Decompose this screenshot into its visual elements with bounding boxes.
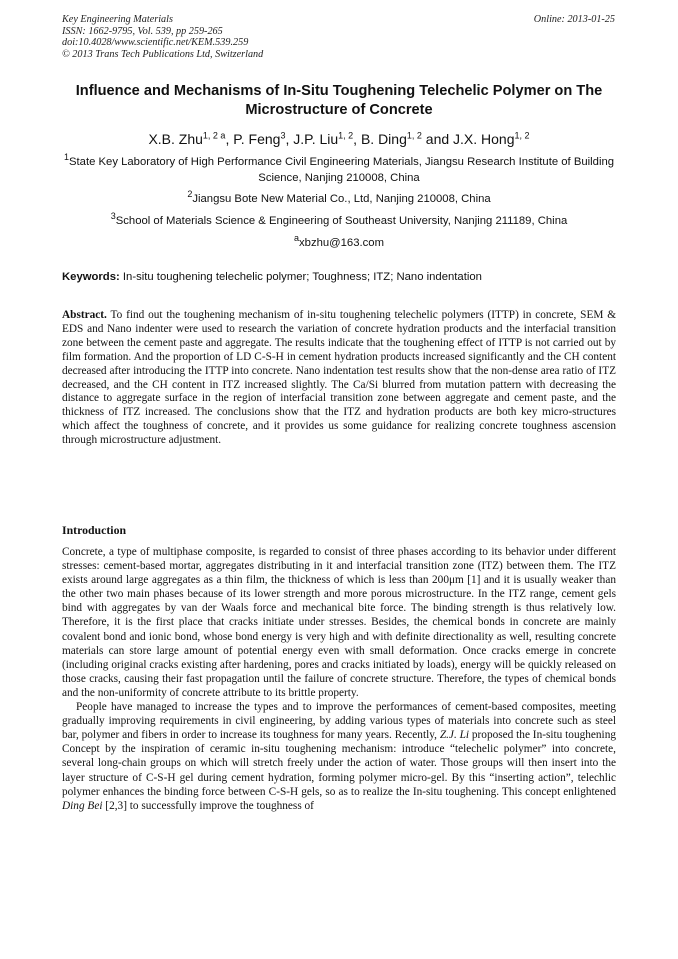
issn-line: ISSN: 1662-9795, Vol. 539, pp 259-265 <box>62 25 223 37</box>
author-name: X.B. Zhu <box>148 131 203 147</box>
introduction-body <box>62 545 616 813</box>
affiliation-1 <box>62 152 616 186</box>
author-affiliation-sup: 1, 2 <box>338 130 354 141</box>
affiliation-text: School of Materials Science & Engineering of Southeast University, Nanjing 211189, China <box>115 215 568 227</box>
section-heading-introduction: Introduction <box>62 523 127 537</box>
keywords <box>62 270 616 285</box>
abstract-text: To find out the toughening mechanism of in-situ toughening telechelic polymers (ITTP) in concrete, SEM & EDS and Nano indenter were used to research the variation of concrete hydration products and the interfacial transition zone between the cement paste and aggregate. The results indicate that the toughening effect of ITTP is not carried out by film formation. And the proportion of LD C-S-H in cement hydration products increased significantly and the CH content decreased after introducing the ITTP into concrete. Nano indentation test results show that the non-dense area ratio of ITZ decreased, and the CH content in ITZ increased slightly. The Ca/Si blurred from mutation pattern with decreasing the distance to aggregate surface in the region of interfacial transition zone between aggregate and cement paste, and the thickness of ITZ increased. The conclusions show that the ITZ and hydration products are both key micro-structures which affect the toughness of concrete, and it provides us some guidance for realizing concrete toughness ascension through microstructure adjustment. <box>62 309 617 447</box>
affiliation-text: Jiangsu Bote New Material Co., Ltd, Nanjing 210008, China <box>192 193 491 205</box>
email-text: xbzhu@163.com <box>299 237 384 249</box>
author-name: B. Ding <box>360 131 407 147</box>
paragraph-1: Concrete, a type of multiphase composite, is regarded to consist of three phases according to its behavior under different stresses: cement-based mortar, aggregates distributing in it and interfacial transition zone (ITZ) between them. The ITZ exists around large aggregates as a thin film, the thickness of which is less than 200μm [1] and it is usually weaker than the other two main phases because of its lower strength and more porous microstructure. In the ITZ range, cement gels bind with aggregates by van der Waals force and mechanical bite force. The binding strength is thus relatively low. Therefore, it is the first place that cracks initiate under stresses. Besides, the chemical bonds in concrete are mainly covalent bond and ionic bond, whose bond energy is very high and with definite directionality as well, resulting concrete materials can store large amount of potential energy even with small deformation. Once cracks emerge in concrete (including original cracks existing after hardening, pores and cracks initiated by loads), energy will be quickly released on those cracks, causing their fast propagation until the failure of concrete structure. Therefore, the types of chemical bonds and the non-uniformity of concrete attribute to its brittle property. <box>62 546 616 699</box>
author-affiliation-sup: 1, 2 a <box>202 130 226 141</box>
author-list <box>62 130 616 148</box>
copyright-line: © 2013 Trans Tech Publications Ltd, Switzerland <box>62 48 264 60</box>
journal-header <box>62 14 263 60</box>
paragraph-2-text: [2,3] to successfully improve the toughness of <box>102 799 314 812</box>
author-separator: , <box>353 131 361 147</box>
cited-author-ding: Ding Bei <box>62 799 103 812</box>
author-affiliation-sup: 1, 2 <box>514 130 530 141</box>
author-affiliation-sup: 3 <box>280 130 286 141</box>
affiliation-3 <box>62 211 616 230</box>
affiliation-2 <box>62 189 616 208</box>
journal-name: Key Engineering Materials <box>62 14 173 25</box>
paragraph-2-text: People have managed to increase the types and to improve the performances of cement-based composites, meeting gradually improving requirements in civil engineering, by adding various types of materials into concrete such as steel bar, polymer and fibers in order to increase its toughness for many years. Recently, <box>62 701 616 742</box>
author-separator: and <box>421 131 454 147</box>
affiliation-sup: 2 <box>187 189 193 200</box>
abstract-label: Abstract. <box>62 309 107 321</box>
paragraph-2 <box>62 700 616 813</box>
affiliation-sup: 3 <box>110 211 116 222</box>
author-name: J.P. Liu <box>293 131 339 147</box>
affiliation-text: State Key Laboratory of High Performance Civil Engineering Materials, Jiangsu Research Institute of Building Science, Nanjing 210008, China <box>68 156 615 184</box>
online-date: Online: 2013-01-25 <box>533 14 615 25</box>
email-sup: a <box>294 233 300 244</box>
corresponding-email <box>62 233 616 252</box>
paper-title: Influence and Mechanisms of In-Situ Toughening Telechelic Polymer on The Microstructure of Concrete <box>75 83 603 118</box>
paragraph-2-text: proposed the In-situ toughening Concept by the inspiration of ceramic in-situ toughening mechanism: introduce “telechelic polymer” into concrete, several long-chain groups on which will stretch freely under the action of water. Those groups will then insert into the layer structure of C-S-H gel during cement hydration, forming polymer micro-gel. By this “inserting action”, telechlic polymer enhances the binding force between C-S-H gels, so as to realize the In-situ toughening. This concept enlightened <box>62 729 616 798</box>
author-affiliation-sup: 1, 2 <box>406 130 422 141</box>
author-name: J.X. Hong <box>453 131 515 147</box>
author-name: P. Feng <box>233 131 281 147</box>
author-separator: , <box>285 131 294 147</box>
doi-line: doi:10.4028/www.scientific.net/KEM.539.259 <box>62 37 249 49</box>
affiliation-sup: 1 <box>63 152 69 163</box>
abstract <box>62 309 616 448</box>
keywords-text: In-situ toughening telechelic polymer; Toughness; ITZ; Nano indentation <box>122 271 482 283</box>
author-separator: , <box>225 131 234 147</box>
keywords-label: Keywords: <box>62 271 120 283</box>
cited-author-li: Z.J. Li <box>439 729 470 742</box>
